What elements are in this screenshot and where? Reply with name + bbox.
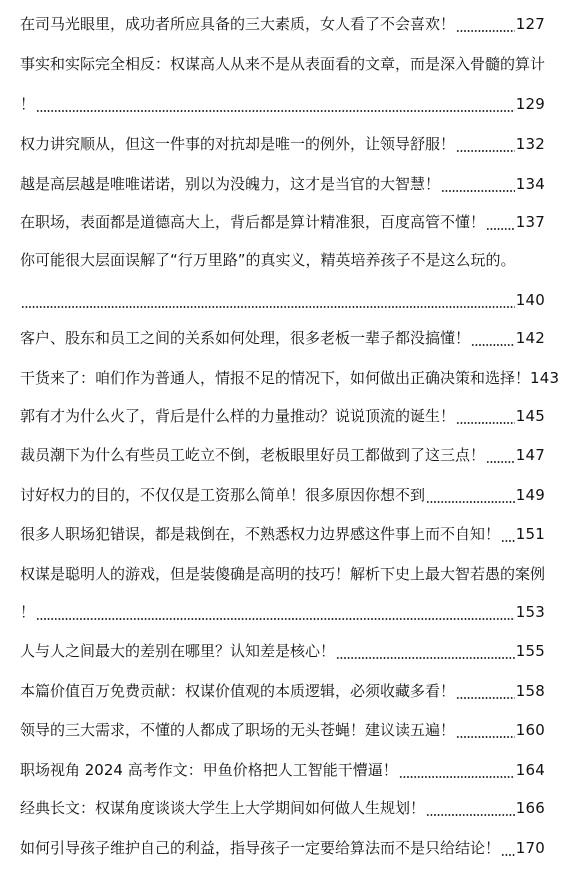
toc-entry[interactable] bbox=[20, 10, 545, 34]
dot-leader bbox=[471, 328, 515, 348]
toc-entry[interactable] bbox=[20, 324, 545, 348]
toc-entry-title: 领导的三大需求，不懂的人都成了职场的无头苍蝇！建议读五遍！ bbox=[20, 721, 456, 739]
toc-page-number: 129 bbox=[515, 95, 545, 113]
dot-leader bbox=[456, 720, 515, 740]
dot-leader bbox=[21, 290, 515, 310]
toc-page-number: 155 bbox=[515, 642, 545, 660]
toc-entry[interactable] bbox=[20, 246, 545, 270]
dot-leader bbox=[426, 798, 515, 818]
toc-entry-title: 在司马光眼里，成功者所应具备的三大素质，女人看了不会喜欢！ bbox=[20, 15, 456, 33]
toc-entry-title: 越是高层越是唯唯诺诺，别以为没魄力，这才是当官的大智慧！ bbox=[20, 175, 441, 193]
toc-entry-title: 干货来了：咱们作为普通人，情报不足的情况下，如何做出正确决策和选择！ bbox=[20, 369, 531, 387]
toc-entry-title: 权力讲究顺从，但这一件事的对抗却是唯一的例外，让领导舒服！ bbox=[20, 135, 456, 153]
toc-page-number: 164 bbox=[515, 761, 545, 779]
toc-entry[interactable] bbox=[20, 677, 545, 701]
toc-page-number: 149 bbox=[515, 486, 545, 504]
toc-entry-title: 郭有才为什么火了，背后是什么样的力量推动？说说顶流的诞生！ bbox=[20, 407, 456, 425]
toc-entry[interactable] bbox=[20, 834, 545, 858]
dot-leader bbox=[456, 134, 515, 154]
toc-entry[interactable] bbox=[20, 481, 545, 505]
toc-entry-title: 权谋是聪明人的游戏，但是装傻确是高明的技巧！解析下史上最大智若愚的案例 bbox=[20, 565, 546, 583]
toc-page-number: 137 bbox=[515, 213, 545, 231]
toc-page-number: 170 bbox=[515, 839, 545, 857]
toc-page-number: 153 bbox=[515, 603, 545, 621]
toc-page-number: 127 bbox=[515, 15, 545, 33]
dot-leader bbox=[486, 445, 515, 465]
toc-entry[interactable] bbox=[20, 637, 545, 661]
dot-leader bbox=[36, 94, 515, 114]
dot-leader bbox=[399, 760, 515, 780]
dot-leader bbox=[486, 212, 515, 232]
toc-entry[interactable] bbox=[20, 402, 545, 426]
toc-entry[interactable] bbox=[20, 560, 545, 584]
toc-entry-continuation[interactable] bbox=[20, 90, 545, 114]
dot-leader bbox=[336, 641, 515, 661]
toc-page-number: 142 bbox=[515, 329, 545, 347]
toc-entry[interactable] bbox=[20, 170, 545, 194]
dot-leader bbox=[441, 174, 515, 194]
toc-page-number: 134 bbox=[515, 175, 545, 193]
dot-leader bbox=[456, 681, 515, 701]
toc-entry-title: 如何引导孩子维护自己的利益，指导孩子一定要给算法而不是只给结论！ bbox=[20, 839, 501, 857]
toc-entry-title: 本篇价值百万免费贡献：权谋价值观的本质逻辑，必须收藏多看！ bbox=[20, 682, 456, 700]
toc-entry[interactable] bbox=[20, 364, 560, 388]
toc-entry-title: 很多人职场犯错误，都是栽倒在，不熟悉权力边界感这件事上而不自知！ bbox=[20, 525, 501, 543]
toc-entry[interactable] bbox=[20, 794, 545, 818]
dot-leader bbox=[36, 602, 515, 622]
toc-entry-title: 客户、股东和员工之间的关系如何处理，很多老板一辈子都没搞懂！ bbox=[20, 329, 471, 347]
dot-leader bbox=[501, 524, 515, 544]
dot-leader bbox=[456, 406, 515, 426]
dot-leader bbox=[456, 14, 515, 34]
toc-entry-title-tail: ！ bbox=[20, 95, 36, 113]
toc-page-number: 140 bbox=[515, 291, 545, 309]
toc-entry-continuation[interactable] bbox=[20, 286, 545, 310]
toc-page-number: 151 bbox=[515, 525, 545, 543]
toc-page-number: 132 bbox=[515, 135, 545, 153]
toc-page-number: 143 bbox=[530, 369, 560, 387]
toc-entry[interactable] bbox=[20, 520, 545, 544]
toc-entry-title-tail: ！ bbox=[20, 603, 36, 621]
toc-entry-title: 裁员潮下为什么有些员工屹立不倒，老板眼里好员工都做到了这三点！ bbox=[20, 446, 486, 464]
dot-leader bbox=[426, 485, 515, 505]
toc-entry[interactable] bbox=[20, 756, 545, 780]
toc-entry-title: 经典长文：权谋角度谈谈大学生上大学期间如何做人生规划！ bbox=[20, 799, 426, 817]
toc-entry[interactable] bbox=[20, 441, 545, 465]
toc-entry-title: 职场视角 2024 高考作文：甲鱼价格把人工智能干懵逼！ bbox=[20, 761, 398, 779]
toc-page-number: 166 bbox=[515, 799, 545, 817]
toc-page-number: 160 bbox=[515, 721, 545, 739]
toc-entry-continuation[interactable] bbox=[20, 598, 545, 622]
toc-entry-title: 人与人之间最大的差别在哪里？认知差是核心！ bbox=[20, 642, 336, 660]
toc-entry-title: 讨好权力的目的，不仅仅是工资那么简单！很多原因你想不到 bbox=[20, 486, 426, 504]
toc-entry[interactable] bbox=[20, 208, 545, 232]
toc-entry[interactable] bbox=[20, 716, 545, 740]
toc-entry[interactable] bbox=[20, 130, 545, 154]
dot-leader bbox=[501, 838, 515, 858]
toc-entry-title: 在职场，表面都是道德高大上，背后都是算计精准狠，百度高管不懂！ bbox=[20, 213, 486, 231]
toc-page-number: 145 bbox=[515, 407, 545, 425]
toc-page-number: 158 bbox=[515, 682, 545, 700]
toc-entry-title: 你可能很大层面误解了“行万里路”的真实义，精英培养孩子不是这么玩的。 bbox=[20, 251, 516, 269]
toc-page-number: 147 bbox=[515, 446, 545, 464]
toc-entry[interactable] bbox=[20, 50, 545, 74]
toc-entry-title: 事实和实际完全相反：权谋高人从来不是从表面看的文章，而是深入骨髓的算计 bbox=[20, 55, 546, 73]
